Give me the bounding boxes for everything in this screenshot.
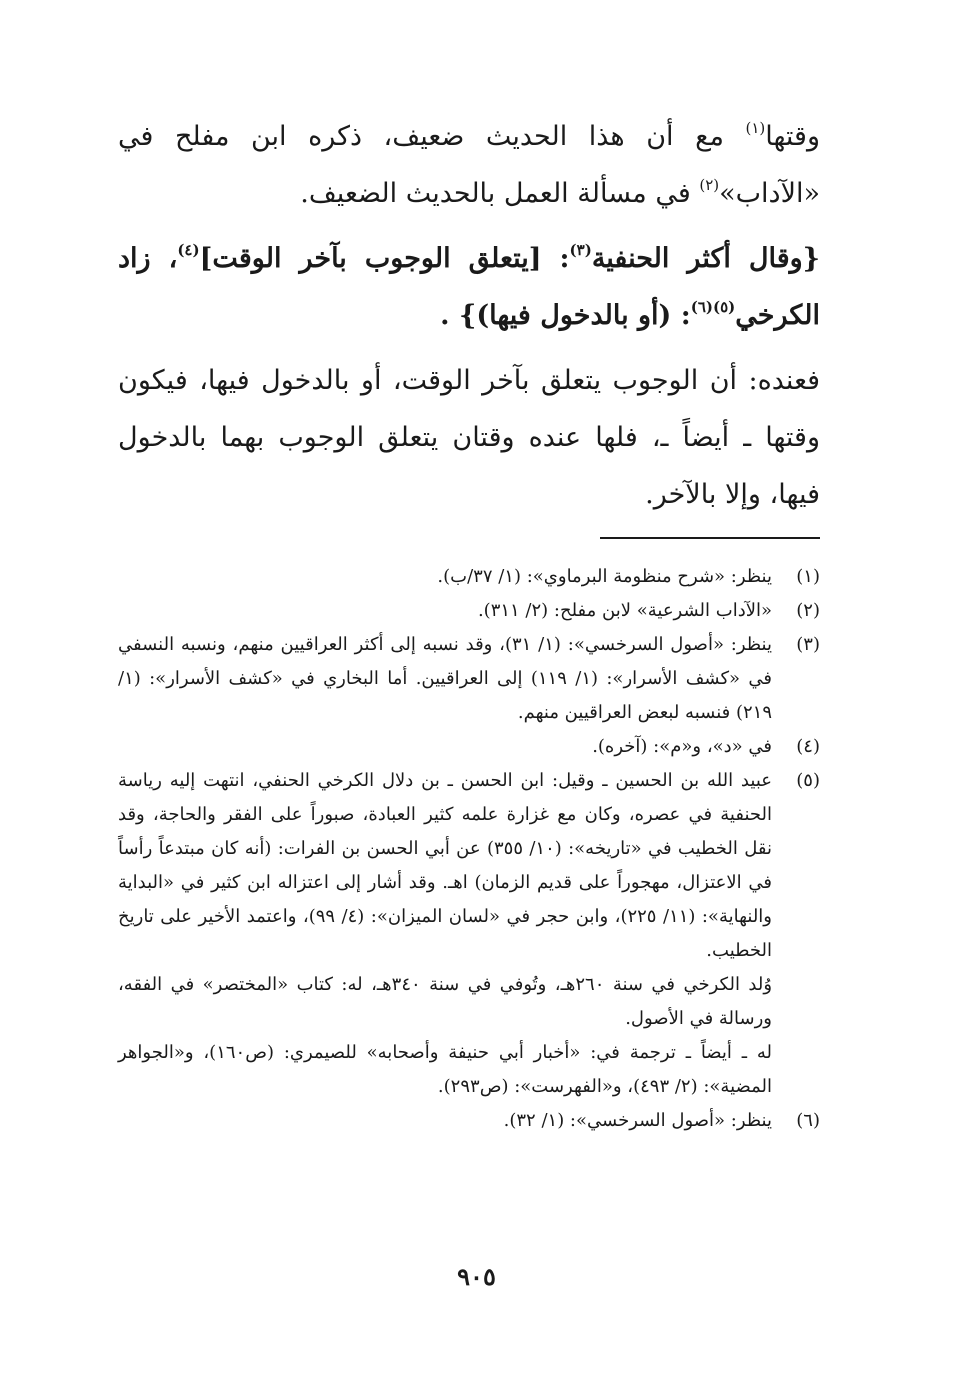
footnote-number: (٢) (796, 600, 820, 621)
main-text (118, 108, 820, 531)
footnote-text: ينظر: «أصول السرخسي»: (١/ ٣١)، وقد نسبه إلى أكثر العراقيين منهم، ونسبه النسفي في «كشف الأسرار»: (١/ ١١٩) إلى العراقيين. أما البخاري في «كشف الأسرار»: (١/ ٢١٩) فنسبه لبعض العراقيين منهم. (118, 634, 772, 723)
footnote-text: ينظر: «شرح منظومة البرماوي»: (١/ ٣٧/ب). (437, 566, 772, 587)
footnote-separator (600, 537, 820, 539)
footnote-4 (118, 730, 820, 764)
footnote-ref-5[interactable]: (٥) (712, 298, 736, 316)
footnote-5 (118, 764, 820, 1104)
footnote-ref-6[interactable]: (٦) (690, 298, 713, 316)
paragraph-3: فعنده: أن الوجوب يتعلق بآخر الوقت، أو بالدخول فيها، فيكون وقتها ـ أيضاً ـ، فلها عنده وقتان يتعلق الوجوب بهما بالدخول فيها، وإلا بالآخر. (118, 365, 820, 510)
footnote-ref-2[interactable]: (٢) (699, 176, 720, 194)
footnote-text: «الآداب الشرعية» لابن مفلح: (٢/ ٣١١). (477, 600, 772, 621)
footnote-body (118, 560, 772, 594)
footnotes (118, 560, 820, 1138)
text-run: وقتها (765, 121, 820, 152)
footnote-text: ينظر: «أصول السرخسي»: (١/ ٣٢). (503, 1110, 772, 1131)
text-run: في مسألة العمل بالحديث الضعيف. (300, 178, 700, 209)
footnote-body (118, 594, 772, 628)
footnote-3 (118, 628, 820, 730)
footnote-text: عبيد الله بن الحسين ـ وقيل: ابن الحسن ـ بن دلال الكرخي الحنفي، انتهت إليه رياسة الحنفية في عصره، وكان مع غزارة علمه كثير العبادة، صبوراً على الفقر والحاجة، وقد نقل الخطيب في «تاريخه»: (١٠/ ٣٥٥) عن أبي الحسن بن الفرات: (أنه كان مبتدعاً رأساً في الاعتزال، مهجوراً على قديم الزمان) اهـ. وقد أشار إلى اعتزاله ابن كثير في «البداية والنهاية»: (١١/ ٢٢٥)، وابن حجر في «لسان الميزان»: (٤/ ٩٩)، واعتمد الأخير على تاريخ الخطيب. (118, 770, 772, 961)
text-run: : (أو بالدخول فيها)} . (440, 300, 691, 331)
footnote-1 (118, 560, 820, 594)
text-run: ، زاد الكرخي (118, 243, 820, 331)
text-run: {وقال أكثر الحنفية (591, 243, 821, 274)
footnote-ref-1[interactable]: (١) (745, 119, 766, 137)
footnote-number: (٥) (796, 770, 820, 791)
text-run: : [يتعلق الوجوب بآخر الوقت] (199, 243, 570, 274)
footnote-number: (١) (796, 566, 820, 587)
footnote-body (118, 764, 772, 1104)
paragraph-2 (118, 230, 820, 344)
footnote-body (118, 1104, 772, 1138)
footnote-ref-4[interactable]: (٤) (177, 241, 200, 259)
footnote-text: له ـ أيضاً ـ ترجمة في: «أخبار أبي حنيفة وأصحابه» للصيمري: (ص١٦٠)، و«الجواهر المضية»: (٢/ ٤٩٣)، و«الفهرست»: (ص٢٩٣). (118, 1042, 772, 1097)
footnote-number: (٦) (796, 1110, 820, 1131)
footnote-number: (٣) (796, 634, 820, 655)
footnote-6 (118, 1104, 820, 1138)
footnote-ref-3[interactable]: (٣) (569, 241, 592, 259)
footnote-text: في «د»، و«م»: (آخره). (592, 736, 772, 757)
paragraph-1 (118, 108, 820, 222)
footnote-number: (٤) (796, 736, 820, 757)
text-run: مع أن هذا الحديث ضعيف، ذكره ابن مفلح في «الآداب» (118, 121, 820, 209)
footnote-text: وُلد الكرخي في سنة ٢٦٠هـ، وتُوفي في سنة ٣٤٠هـ، له: كتاب «المختصر» في الفقه، ورسالة في الأصول. (118, 974, 773, 1029)
page-number: ٩٠٥ (457, 1262, 496, 1291)
footnote-2 (118, 594, 820, 628)
footnote-body (118, 628, 772, 730)
footnote-body (118, 730, 772, 764)
